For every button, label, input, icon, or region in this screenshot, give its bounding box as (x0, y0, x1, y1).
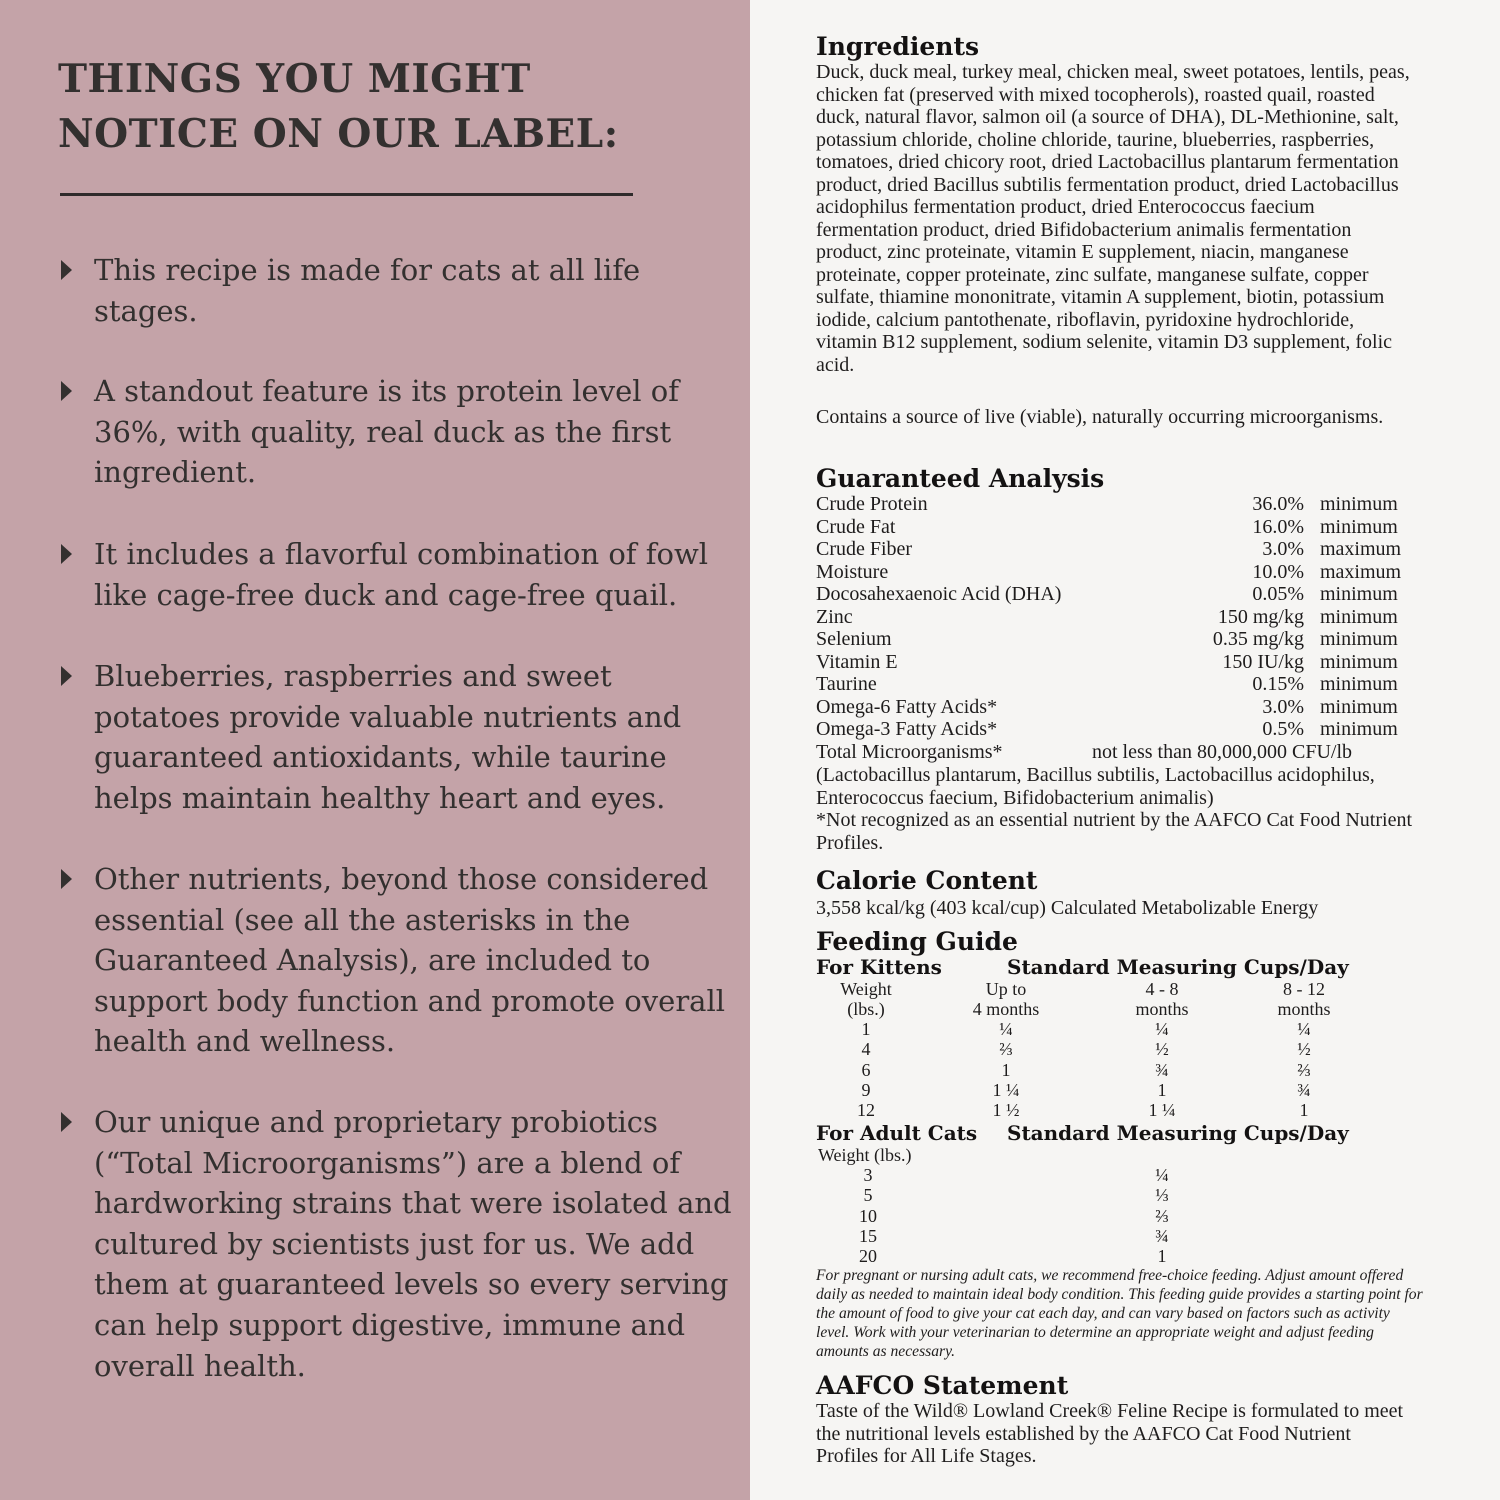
left-title-line-2: NOTICE ON OUR LABEL: (58, 111, 619, 157)
kitten-table-cell: ⅔ (1297, 1059, 1311, 1080)
bullet-item (58, 534, 738, 615)
kitten-table-cell: ½ (1297, 1039, 1311, 1060)
ingredients-heading: Ingredients (816, 32, 980, 61)
bullet-text: Blueberries, raspberries and sweet potatoes provide valuable nutrients and guaranteed antioxidants, while taurine helps maintain healthy heart and eyes. (94, 659, 682, 815)
ga-nutrient: Omega-6 Fatty Acids* (816, 695, 998, 718)
ga-nutrient: Crude Fiber (816, 538, 913, 560)
ingredients-text: Duck, duck meal, turkey meal, chicken meal, sweet potatoes, lentils, peas, chicken fat (preserved with mixed tocopherols), roasted quail, roasted duck, natural flavor, salmon oil (a source of DHA), DL-Methionine, salt, potassium chloride, choline chloride, taurine, blueberries, raspberries, tomatoes, dried chicory root, dried Lactobacillus plantarum fermentation product, dried Bacillus subtilis fermentation product, dried Lactobacillus acidophilus fermentation product, dried Enterococcus faecium fermentation product, dried Bifidobacterium animalis fermentation product, zinc proteinate, vitamin E supplement, niacin, manganese proteinate, copper proteinate, zinc sulfate, manganese sulfate, copper sulfate, thiamine mononitrate, vitamin A supplement, biotin, potassium iodide, calcium pantothenate, riboflavin, pyridoxine hydrochloride, vitamin B12 supplement, sodium selenite, vitamin D3 supplement, folic acid. (816, 61, 1410, 376)
kitten-column-header: Weight (840, 979, 892, 999)
triangle-bullet-icon (61, 869, 72, 889)
ga-row (816, 516, 1416, 539)
ga-nutrient: Total Microorganisms* (816, 741, 1003, 763)
ga-value: 16.0% (1252, 515, 1304, 538)
adult-table-cell: 15 (859, 1225, 877, 1246)
kitten-table-cell: ¾ (1155, 1059, 1169, 1080)
adult-table-cell: ¾ (1155, 1225, 1169, 1246)
bullet-item (58, 371, 738, 493)
triangle-bullet-icon (61, 666, 72, 686)
kittens-label: For Kittens (816, 955, 942, 979)
triangle-bullet-icon (61, 381, 72, 401)
ga-row-microorganisms (816, 741, 1416, 764)
bullet-text: Our unique and proprietary probiotics (“Total Microorganisms”) are a blend of hardworking strains that were isolated and cultured by scientists just for us. We add them at guaranteed levels so every serving can help support digestive, immune and overall health. (94, 1105, 732, 1383)
ga-value: 0.15% (1252, 673, 1304, 695)
bullet-item (58, 1102, 738, 1386)
kitten-table-cell: 6 (861, 1059, 871, 1080)
kittens-cups-label: Standard Measuring Cups/Day (1007, 955, 1349, 979)
ga-row (816, 561, 1416, 584)
kitten-column-header: months (1277, 999, 1331, 1019)
kitten-table-cell: 9 (861, 1079, 871, 1100)
triangle-bullet-icon (61, 1112, 72, 1132)
title-divider (60, 193, 633, 196)
bullet-text: It includes a flavorful combination of fowl like cage-free duck and cage-free quail. (94, 537, 709, 612)
ga-nutrient: Crude Protein (816, 493, 928, 515)
kitten-column-header: 4 - 8 (1145, 979, 1179, 999)
kitten-table-cell: ¼ (1155, 1019, 1169, 1039)
triangle-bullet-icon (61, 260, 72, 280)
kitten-table-cell: 1 ¼ (1148, 1100, 1176, 1121)
kitten-table-cell: 1 ¼ (992, 1079, 1020, 1100)
ga-value: 0.35 mg/kg (1212, 628, 1304, 650)
ga-row (816, 493, 1416, 516)
kitten-table-cell: 1 (1299, 1100, 1309, 1121)
ga-qualifier: minimum (1320, 628, 1398, 650)
ga-nutrient: Crude Fat (816, 515, 896, 538)
ga-row (816, 673, 1416, 696)
ga-row (816, 583, 1416, 606)
guaranteed-analysis-heading: Guaranteed Analysis (816, 464, 1105, 493)
adult-table-cell: 5 (863, 1185, 873, 1206)
ga-qualifier: maximum (1320, 538, 1402, 560)
adult-table-cell: ¼ (1155, 1165, 1169, 1185)
ga-row (816, 696, 1416, 719)
kitten-table-cell: 1 (861, 1019, 871, 1039)
left-title (58, 52, 658, 162)
ga-value: 3.0% (1262, 538, 1304, 560)
ga-qualifier: minimum (1320, 493, 1398, 515)
ga-nutrient: Selenium (816, 628, 892, 650)
ga-nutrient: Taurine (816, 673, 877, 695)
kitten-table-cell: ¾ (1297, 1079, 1311, 1100)
ga-nutrient: Zinc (816, 605, 853, 628)
ga-qualifier: maximum (1320, 560, 1402, 583)
ga-value: 3.0% (1262, 695, 1304, 718)
ga-qualifier: minimum (1320, 650, 1398, 673)
bullet-text: A standout feature is its protein level of 36%, with quality, real duck as the first ingredient. (94, 374, 679, 490)
kitten-table-cell: 4 (861, 1039, 871, 1060)
kitten-table-cell: ⅔ (999, 1039, 1013, 1060)
kitten-table-cell: ½ (1155, 1039, 1169, 1060)
ga-value: 150 IU/kg (1222, 650, 1304, 673)
adult-table-cell: 3 (863, 1165, 873, 1185)
feeding-guide-heading: Feeding Guide (816, 927, 1018, 956)
kitten-column-header: months (1135, 999, 1189, 1019)
ga-nutrient: Omega-3 Fatty Acids* (816, 718, 998, 740)
kitten-table-cell: 1 (1001, 1059, 1011, 1080)
adults-label: For Adult Cats (816, 1121, 978, 1145)
adults-cups-label: Standard Measuring Cups/Day (1007, 1121, 1349, 1145)
bullet-text: Other nutrients, beyond those considered essential (see all the asterisks in the Guaranteed Analysis), are included to support body function and promote overall health and wellness. (94, 862, 726, 1059)
adult-table-cell: 10 (859, 1205, 877, 1226)
calorie-text: 3,558 kcal/kg (403 kcal/cup) Calculated Metabolizable Energy (816, 897, 1319, 919)
label-panel (750, 0, 1500, 1500)
ga-qualifier: minimum (1320, 605, 1398, 628)
ga-row (816, 651, 1416, 674)
kitten-column-header: (lbs.) (847, 999, 885, 1019)
ga-qualifier: minimum (1320, 515, 1398, 538)
ga-footnote: *Not recognized as an essential nutrient by the AAFCO Cat Food Nutrient Profiles. (816, 809, 1413, 854)
adult-weight-header: Weight (lbs.) (818, 1145, 912, 1165)
feeding-note: For pregnant or nursing adult cats, we recommend free-choice feeding. Adjust amount offered daily as needed to maintain ideal body condition. This feeding guide provides a starting point for the amount of food to give your cat each day, and can vary based on factors such as activity level. Work with your veterinarian to determine an appropriate weight and adjust feeding amounts as necessary. (816, 1267, 1423, 1360)
ga-value: 0.5% (1262, 718, 1304, 740)
ga-qualifier: minimum (1320, 718, 1398, 740)
ga-value: 10.0% (1252, 560, 1304, 583)
ga-row (816, 718, 1416, 741)
aafco-text: Taste of the Wild® Lowland Creek® Feline Recipe is formulated to meet the nutritional levels established by the AAFCO Cat Food Nutrient Profiles for All Life Stages. (816, 1400, 1404, 1467)
ga-nutrient: Docosahexaenoic Acid (DHA) (816, 583, 1062, 605)
ga-row (816, 628, 1416, 651)
kitten-table-cell: 12 (857, 1100, 875, 1121)
bullet-item (58, 656, 738, 818)
kitten-column-header: 8 - 12 (1283, 979, 1325, 999)
bullet-item (58, 250, 738, 331)
ga-nutrient: Moisture (816, 560, 889, 583)
kitten-table-cell: 1 ½ (992, 1100, 1020, 1121)
ingredients-note: Contains a source of live (viable), naturally occurring microorganisms. (816, 406, 1384, 428)
ga-value: 0.05% (1252, 583, 1304, 605)
left-title-line-1: THINGS YOU MIGHT (58, 56, 531, 102)
adult-table-cell: ⅓ (1155, 1185, 1169, 1206)
ga-row (816, 606, 1416, 629)
ga-qualifier: minimum (1320, 583, 1398, 605)
calorie-heading: Calorie Content (816, 866, 1038, 895)
ga-value: not less than 80,000,000 CFU/lb (1091, 741, 1352, 763)
adult-table-cell: ⅔ (1155, 1205, 1169, 1226)
ga-qualifier: minimum (1320, 673, 1398, 695)
kitten-table-cell: 1 (1157, 1079, 1167, 1100)
adult-table-cell: 20 (859, 1246, 877, 1267)
ga-qualifier: minimum (1320, 695, 1398, 718)
bullet-item (58, 859, 738, 1062)
ga-value: 150 mg/kg (1217, 605, 1304, 628)
bullet-text: This recipe is made for cats at all life stages. (94, 253, 641, 328)
adult-table-cell: 1 (1157, 1246, 1167, 1267)
ga-value: 36.0% (1252, 493, 1304, 515)
ga-row (816, 538, 1416, 561)
aafco-heading: AAFCO Statement (816, 1371, 1069, 1400)
kitten-table-cell: ¼ (1297, 1019, 1311, 1039)
ga-nutrient: Vitamin E (816, 650, 898, 673)
kitten-column-header: Up to (985, 979, 1027, 999)
ga-micro-strains: (Lactobacillus plantarum, Bacillus subtilis, Lactobacillus acidophilus, Enterococcus faecium, Bifidobacterium animalis) (816, 764, 1375, 809)
triangle-bullet-icon (61, 544, 72, 564)
kitten-table-cell: ¼ (999, 1019, 1013, 1039)
kitten-column-header: 4 months (972, 999, 1040, 1019)
